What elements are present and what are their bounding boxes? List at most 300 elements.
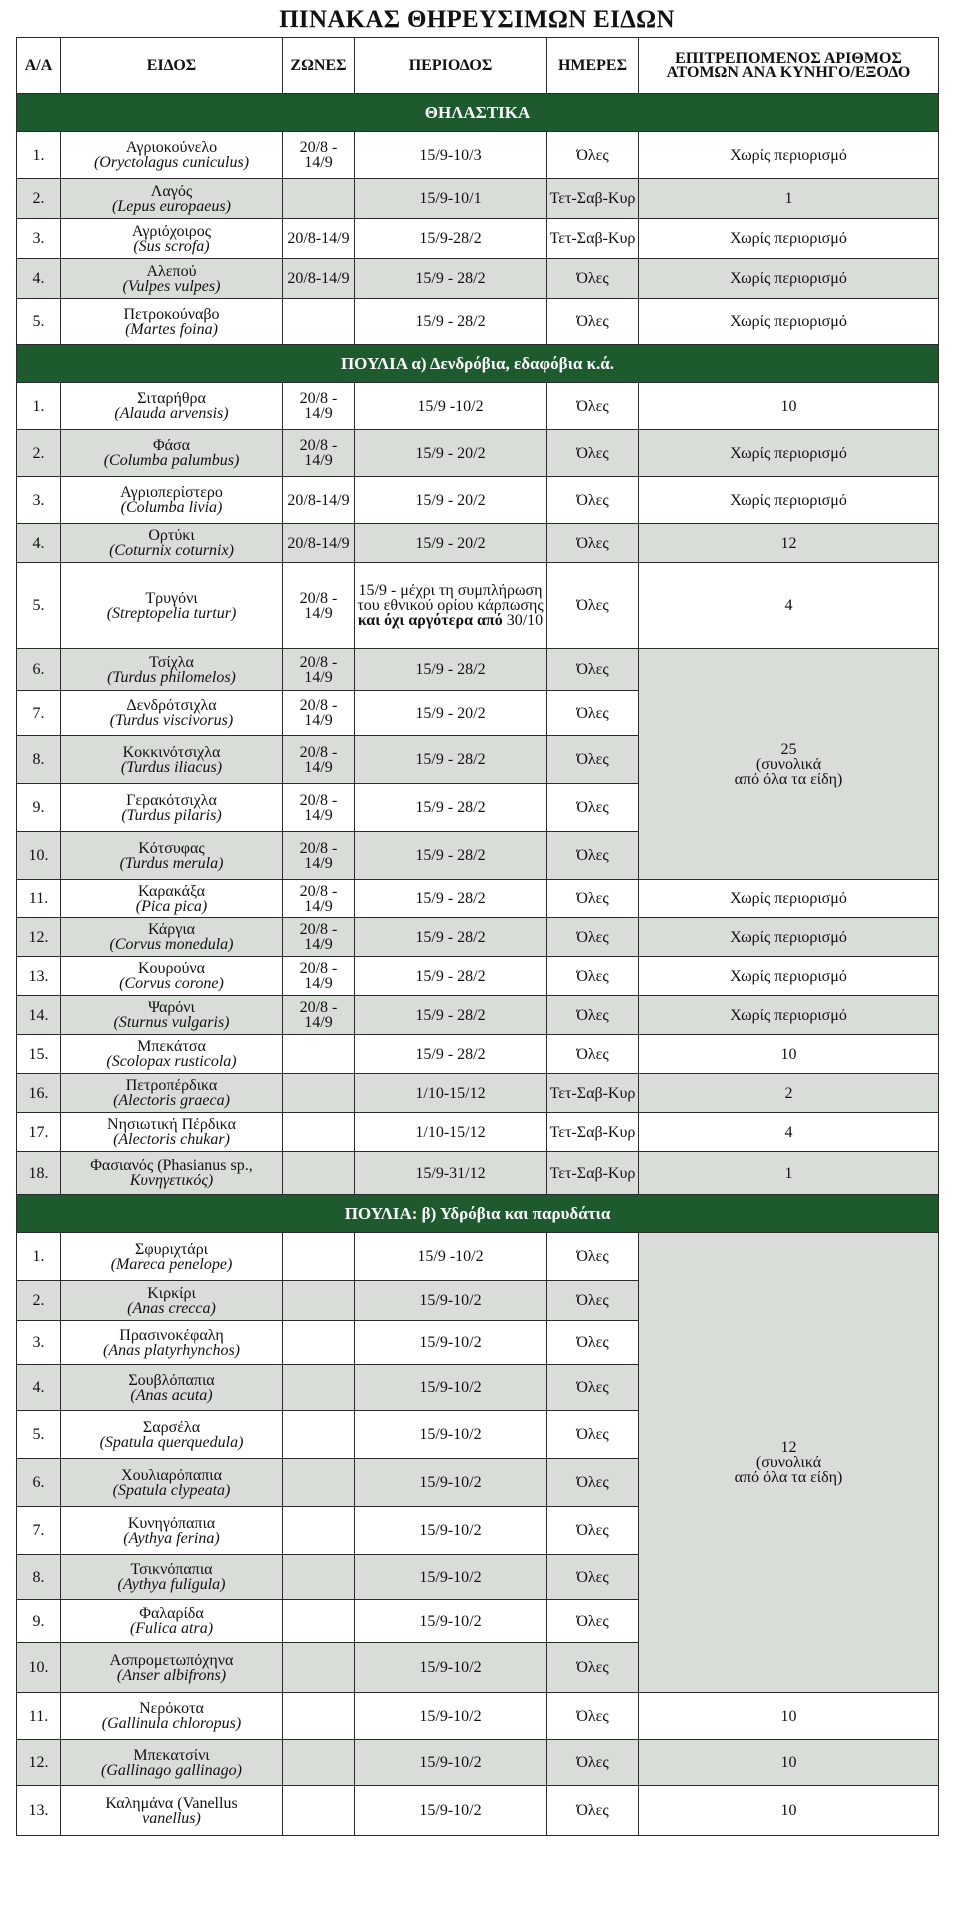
zones-cell: 20/8 - 14/9 bbox=[283, 832, 355, 880]
zones-cell bbox=[283, 1321, 355, 1365]
period-cell: 15/9-10/2 bbox=[355, 1281, 547, 1321]
period-cell: 15/9 - 20/2 bbox=[355, 691, 547, 736]
header-zones: ΖΩΝΕΣ bbox=[283, 38, 355, 94]
period-cell: 15/9-10/3 bbox=[355, 132, 547, 179]
limit-cell: 10 bbox=[639, 1035, 939, 1074]
period-cell: 15/9 -10/2 bbox=[355, 383, 547, 430]
table-row bbox=[17, 1740, 939, 1786]
scientific-name: (Spatula clypeata) bbox=[112, 1481, 231, 1499]
period-cell: 15/9-10/2 bbox=[355, 1555, 547, 1600]
species-cell bbox=[61, 1459, 283, 1507]
species-cell bbox=[61, 918, 283, 957]
table-row bbox=[17, 219, 939, 259]
species-cell bbox=[61, 1507, 283, 1555]
row-number: 1. bbox=[17, 383, 61, 430]
row-number: 3. bbox=[17, 1321, 61, 1365]
common-name: Ορτύκι bbox=[148, 527, 195, 544]
table-row bbox=[17, 880, 939, 918]
table-row bbox=[17, 259, 939, 299]
species-cell bbox=[61, 1740, 283, 1786]
game-species-table bbox=[16, 37, 939, 1836]
limit-cell: Χωρίς περιορισμό bbox=[639, 996, 939, 1035]
species-cell bbox=[61, 219, 283, 259]
common-name: Φασιανός (Phasianus sp., bbox=[90, 1157, 253, 1174]
zones-cell bbox=[283, 1074, 355, 1113]
common-name: Νησιωτική Πέρδικα bbox=[107, 1116, 236, 1133]
row-number: 1. bbox=[17, 132, 61, 179]
period-cell: 15/9 - 28/2 bbox=[355, 918, 547, 957]
scientific-name: (Mareca penelope) bbox=[110, 1255, 233, 1273]
zones-cell bbox=[283, 299, 355, 345]
header-species: ΕΙΔΟΣ bbox=[61, 38, 283, 94]
zones-cell: 20/8 - 14/9 bbox=[283, 691, 355, 736]
common-name: Αγριοπερίστερο bbox=[120, 484, 223, 501]
header-row bbox=[17, 38, 939, 94]
period-cell: 1/10-15/12 bbox=[355, 1074, 547, 1113]
species-cell bbox=[61, 1786, 283, 1836]
common-name: Τρυγόνι bbox=[145, 589, 198, 607]
species-cell bbox=[61, 1411, 283, 1459]
table-row bbox=[17, 477, 939, 524]
limit-cell: Χωρίς περιορισμό bbox=[639, 477, 939, 524]
zones-cell: 20/8 - 14/9 bbox=[283, 430, 355, 477]
scientific-name: (Columba palumbus) bbox=[103, 452, 240, 469]
table-row bbox=[17, 1152, 939, 1195]
table-row bbox=[17, 383, 939, 430]
scientific-name: (Alauda arvensis) bbox=[114, 405, 229, 422]
common-name: Κυνηγόπαπια bbox=[127, 1514, 216, 1532]
scientific-name: (Anas acuta) bbox=[130, 1386, 213, 1404]
common-name: Κουρούνα bbox=[138, 960, 205, 977]
limit-cell: 10 bbox=[639, 1740, 939, 1786]
table-row bbox=[17, 132, 939, 179]
scientific-name: (Corvus corone) bbox=[119, 975, 224, 992]
section-row-mammals bbox=[17, 94, 939, 132]
combined-limit-note: (συνολικά bbox=[755, 755, 822, 773]
zones-cell: 20/8 - 14/9 bbox=[283, 649, 355, 691]
combined-limit-value: 12 bbox=[780, 1439, 797, 1456]
common-name: Τσίχλα bbox=[149, 653, 194, 671]
zones-cell: 20/8 - 14/9 bbox=[283, 880, 355, 918]
common-name: Αγριόχοιρος bbox=[131, 222, 212, 240]
zones-cell: 20/8 - 14/9 bbox=[283, 736, 355, 784]
scientific-name: (Lepus europaeus) bbox=[112, 197, 231, 215]
combined-limit-note: από όλα τα είδη) bbox=[734, 770, 843, 788]
days-cell: Όλες bbox=[547, 477, 639, 524]
row-number: 15. bbox=[17, 1035, 61, 1074]
species-cell bbox=[61, 1035, 283, 1074]
period-end-date: 30/10 bbox=[506, 612, 544, 629]
common-name: Δενδρότσιχλα bbox=[126, 697, 217, 714]
zones-cell bbox=[283, 1365, 355, 1411]
scientific-name: (Anser albifrons) bbox=[116, 1666, 227, 1684]
species-cell bbox=[61, 1113, 283, 1152]
zones-cell: 20/8 - 14/9 bbox=[283, 563, 355, 649]
row-number: 9. bbox=[17, 784, 61, 832]
zones-cell bbox=[283, 1035, 355, 1074]
zones-cell: 20/8 - 14/9 bbox=[283, 132, 355, 179]
common-name: Σιταρήθρα bbox=[137, 390, 206, 407]
scientific-name: (Gallinago gallinago) bbox=[101, 1761, 242, 1779]
period-emphasis: και όχι αργότερα από bbox=[357, 612, 503, 629]
species-cell bbox=[61, 383, 283, 430]
zones-cell bbox=[283, 1555, 355, 1600]
species-cell bbox=[61, 1600, 283, 1643]
header-period: ΠΕΡΙΟΔΟΣ bbox=[355, 38, 547, 94]
zones-cell: 20/8 - 14/9 bbox=[283, 918, 355, 957]
limit-cell: Χωρίς περιορισμό bbox=[639, 957, 939, 996]
common-name: Μπεκατσίνι bbox=[133, 1746, 210, 1764]
days-cell: Όλες bbox=[547, 918, 639, 957]
row-number: 13. bbox=[17, 1786, 61, 1836]
days-cell: Τετ-Σαβ-Κυρ bbox=[547, 1152, 639, 1195]
combined-limit-note: (συνολικά bbox=[755, 1454, 822, 1471]
row-number: 1. bbox=[17, 1233, 61, 1281]
page-title: ΠΙΝΑΚΑΣ ΘΗΡΕΥΣΙΜΩΝ ΕΙΔΩΝ bbox=[279, 6, 675, 33]
days-cell: Όλες bbox=[547, 1643, 639, 1693]
days-cell: Όλες bbox=[547, 1321, 639, 1365]
period-cell: 15/9-31/12 bbox=[355, 1152, 547, 1195]
table-body bbox=[17, 94, 939, 1836]
period-cell: 15/9 - 28/2 bbox=[355, 996, 547, 1035]
scientific-name: (Coturnix coturnix) bbox=[109, 542, 234, 559]
period-cell: 15/9-10/1 bbox=[355, 179, 547, 219]
days-cell: Όλες bbox=[547, 1600, 639, 1643]
common-name: Φαλαρίδα bbox=[139, 1605, 204, 1622]
scientific-name: (Alectoris graeca) bbox=[113, 1092, 230, 1109]
days-cell: Όλες bbox=[547, 1507, 639, 1555]
section-row-birds_a bbox=[17, 345, 939, 383]
limit-cell: Χωρίς περιορισμό bbox=[639, 430, 939, 477]
species-cell bbox=[61, 1693, 283, 1740]
days-cell: Όλες bbox=[547, 736, 639, 784]
species-cell bbox=[61, 132, 283, 179]
row-number: 11. bbox=[17, 880, 61, 918]
days-cell: Τετ-Σαβ-Κυρ bbox=[547, 219, 639, 259]
period-text: 15/9 - μέχρι τη συμπλήρωση του εθνικού ορίου κάρπωσης bbox=[357, 582, 544, 614]
days-cell: Όλες bbox=[547, 1365, 639, 1411]
days-cell: Όλες bbox=[547, 524, 639, 563]
days-cell: Τετ-Σαβ-Κυρ bbox=[547, 1074, 639, 1113]
row-number: 7. bbox=[17, 691, 61, 736]
days-cell: Όλες bbox=[547, 1233, 639, 1281]
limit-cell: Χωρίς περιορισμό bbox=[639, 299, 939, 345]
period-cell: 15/9-28/2 bbox=[355, 219, 547, 259]
common-name: Κιρκίρι bbox=[147, 1284, 196, 1302]
period-cell: 15/9 -10/2 bbox=[355, 1233, 547, 1281]
days-cell: Όλες bbox=[547, 299, 639, 345]
row-number: 5. bbox=[17, 299, 61, 345]
row-number: 4. bbox=[17, 1365, 61, 1411]
zones-cell bbox=[283, 1233, 355, 1281]
zones-cell: 20/8-14/9 bbox=[283, 219, 355, 259]
table-row bbox=[17, 1113, 939, 1152]
days-cell: Όλες bbox=[547, 1281, 639, 1321]
species-cell bbox=[61, 784, 283, 832]
row-number: 18. bbox=[17, 1152, 61, 1195]
common-name: Λαγός bbox=[150, 182, 193, 200]
zones-cell bbox=[283, 1411, 355, 1459]
row-number: 2. bbox=[17, 430, 61, 477]
species-cell bbox=[61, 1643, 283, 1693]
limit-cell: 10 bbox=[639, 1786, 939, 1836]
zones-cell bbox=[283, 179, 355, 219]
species-cell bbox=[61, 1365, 283, 1411]
common-name: Ψαρόνι bbox=[148, 999, 195, 1016]
table-row bbox=[17, 1074, 939, 1113]
days-cell: Όλες bbox=[547, 563, 639, 649]
header-limit: ΕΠΙΤΡΕΠΟΜΕΝΟΣ ΑΡΙΘΜΟΣ ΑΤΟΜΩΝ ΑΝΑ ΚΥΝΗΓΟ/ΕΞΟΔΟ bbox=[639, 38, 939, 94]
scientific-name: vanellus) bbox=[142, 1809, 201, 1827]
row-number: 3. bbox=[17, 477, 61, 524]
zones-cell bbox=[283, 1600, 355, 1643]
common-name: Κοκκινότσιχλα bbox=[122, 743, 221, 761]
zones-cell: 20/8 - 14/9 bbox=[283, 784, 355, 832]
period-cell: 15/9 - 28/2 bbox=[355, 736, 547, 784]
limit-cell: Χωρίς περιορισμό bbox=[639, 132, 939, 179]
scientific-name: (Turdus merula) bbox=[119, 854, 224, 872]
common-name: Κάργια bbox=[147, 921, 196, 938]
period-cell: 15/9-10/2 bbox=[355, 1643, 547, 1693]
species-cell bbox=[61, 524, 283, 563]
period-cell: 15/9 - 20/2 bbox=[355, 430, 547, 477]
table-row bbox=[17, 430, 939, 477]
period-cell: 15/9 - 28/2 bbox=[355, 1035, 547, 1074]
species-cell bbox=[61, 299, 283, 345]
species-cell bbox=[61, 649, 283, 691]
scientific-name: (Fulica atra) bbox=[129, 1620, 214, 1637]
common-name: Ασπρομετωπόχηνα bbox=[109, 1651, 234, 1669]
days-cell: Όλες bbox=[547, 784, 639, 832]
limit-cell: 4 bbox=[639, 1113, 939, 1152]
period-cell: 15/9 - 28/2 bbox=[355, 880, 547, 918]
scientific-name: (Martes foina) bbox=[125, 320, 218, 338]
scientific-name: (Corvus monedula) bbox=[109, 936, 234, 953]
row-number: 6. bbox=[17, 1459, 61, 1507]
row-number: 9. bbox=[17, 1600, 61, 1643]
species-cell bbox=[61, 957, 283, 996]
row-number: 4. bbox=[17, 259, 61, 299]
common-name: Πετροπέρδικα bbox=[125, 1077, 218, 1094]
period-cell: 15/9-10/2 bbox=[355, 1740, 547, 1786]
zones-cell: 20/8-14/9 bbox=[283, 477, 355, 524]
scientific-name: (Spatula querquedula) bbox=[99, 1433, 244, 1451]
species-cell bbox=[61, 1152, 283, 1195]
common-name: Πετροκούναβο bbox=[123, 305, 220, 323]
days-cell: Όλες bbox=[547, 832, 639, 880]
limit-cell: 4 bbox=[639, 563, 939, 649]
table-row bbox=[17, 1786, 939, 1836]
common-name: Σουβλόπαπια bbox=[128, 1371, 215, 1389]
days-cell: Όλες bbox=[547, 996, 639, 1035]
species-cell bbox=[61, 1281, 283, 1321]
table-row bbox=[17, 179, 939, 219]
period-cell: 15/9 - 28/2 bbox=[355, 649, 547, 691]
zones-cell bbox=[283, 1152, 355, 1195]
common-name: Γερακότσιχλα bbox=[126, 791, 217, 809]
zones-cell: 20/8 - 14/9 bbox=[283, 957, 355, 996]
period-cell: 15/9-10/2 bbox=[355, 1600, 547, 1643]
days-cell: Όλες bbox=[547, 1035, 639, 1074]
row-number: 5. bbox=[17, 1411, 61, 1459]
row-number: 6. bbox=[17, 649, 61, 691]
zones-cell bbox=[283, 1459, 355, 1507]
days-cell: Όλες bbox=[547, 259, 639, 299]
scientific-name: (Anas crecca) bbox=[127, 1299, 216, 1317]
limit-cell: 10 bbox=[639, 383, 939, 430]
days-cell: Τετ-Σαβ-Κυρ bbox=[547, 1113, 639, 1152]
period-cell: 15/9-10/2 bbox=[355, 1365, 547, 1411]
zones-cell: 20/8-14/9 bbox=[283, 524, 355, 563]
days-cell: Όλες bbox=[547, 1411, 639, 1459]
zones-cell bbox=[283, 1786, 355, 1836]
row-number: 12. bbox=[17, 1740, 61, 1786]
scientific-name: (Alectoris chukar) bbox=[113, 1131, 230, 1148]
species-cell bbox=[61, 430, 283, 477]
scientific-name: (Anas platyrhynchos) bbox=[102, 1341, 240, 1359]
period-cell: 15/9-10/2 bbox=[355, 1786, 547, 1836]
section-title: ΠΟΥΛΙΑ: β) Υδρόβια και παρυδάτια bbox=[17, 1195, 939, 1233]
table-row bbox=[17, 649, 939, 691]
section-row-birds_b bbox=[17, 1195, 939, 1233]
scientific-name: Κυνηγετικός) bbox=[129, 1172, 214, 1189]
days-cell: Όλες bbox=[547, 691, 639, 736]
period-cell: 15/9 - 20/2 bbox=[355, 524, 547, 563]
header-aa: Α/Α bbox=[17, 38, 61, 94]
days-cell: Όλες bbox=[547, 880, 639, 918]
combined-limit-note: από όλα τα είδη) bbox=[734, 1469, 843, 1486]
period-cell: 15/9-10/2 bbox=[355, 1321, 547, 1365]
row-number: 3. bbox=[17, 219, 61, 259]
row-number: 7. bbox=[17, 1507, 61, 1555]
species-cell bbox=[61, 736, 283, 784]
zones-cell bbox=[283, 1507, 355, 1555]
row-number: 2. bbox=[17, 179, 61, 219]
scientific-name: (Turdus viscivorus) bbox=[109, 712, 234, 729]
table-row bbox=[17, 918, 939, 957]
table-row bbox=[17, 1693, 939, 1740]
species-cell bbox=[61, 179, 283, 219]
zones-cell: 20/8-14/9 bbox=[283, 259, 355, 299]
days-cell: Όλες bbox=[547, 1555, 639, 1600]
days-cell: Όλες bbox=[547, 649, 639, 691]
days-cell: Όλες bbox=[547, 1693, 639, 1740]
species-cell bbox=[61, 996, 283, 1035]
zones-cell bbox=[283, 1740, 355, 1786]
common-name: Μπεκάτσα bbox=[137, 1038, 206, 1055]
scientific-name: (Turdus pilaris) bbox=[121, 806, 222, 824]
table-row bbox=[17, 563, 939, 649]
row-number: 2. bbox=[17, 1281, 61, 1321]
limit-cell: Χωρίς περιορισμό bbox=[639, 918, 939, 957]
period-cell: 15/9-10/2 bbox=[355, 1693, 547, 1740]
scientific-name: (Aythya ferina) bbox=[123, 1529, 220, 1547]
species-cell bbox=[61, 563, 283, 649]
species-cell bbox=[61, 1233, 283, 1281]
row-number: 11. bbox=[17, 1693, 61, 1740]
zones-cell bbox=[283, 1113, 355, 1152]
scientific-name: (Sus scrofa) bbox=[133, 237, 210, 255]
section-title: ΘΗΛΑΣΤΙΚΑ bbox=[17, 94, 939, 132]
limit-cell: 12 bbox=[639, 524, 939, 563]
period-cell: 15/9 - 28/2 bbox=[355, 832, 547, 880]
days-cell: Όλες bbox=[547, 957, 639, 996]
days-cell: Τετ-Σαβ-Κυρ bbox=[547, 179, 639, 219]
period-cell: 15/9-10/2 bbox=[355, 1507, 547, 1555]
common-name: Κότσυφας bbox=[138, 839, 205, 857]
species-cell bbox=[61, 477, 283, 524]
species-cell bbox=[61, 880, 283, 918]
common-name: Τσικνόπαπια bbox=[130, 1561, 213, 1578]
days-cell: Όλες bbox=[547, 1459, 639, 1507]
species-cell bbox=[61, 691, 283, 736]
species-cell bbox=[61, 832, 283, 880]
zones-cell: 20/8 - 14/9 bbox=[283, 996, 355, 1035]
common-name: Αγριοκούνελο bbox=[125, 139, 218, 156]
scientific-name: (Pica pica) bbox=[135, 897, 208, 915]
limit-cell: 10 bbox=[639, 1693, 939, 1740]
section-title: ΠΟΥΛΙΑ α) Δενδρόβια, εδαφόβια κ.ά. bbox=[17, 345, 939, 383]
row-number: 17. bbox=[17, 1113, 61, 1152]
table-row bbox=[17, 1233, 939, 1281]
zones-cell: 20/8 - 14/9 bbox=[283, 383, 355, 430]
period-cell: 1/10-15/12 bbox=[355, 1113, 547, 1152]
scientific-name: (Oryctolagus cuniculus) bbox=[93, 154, 250, 171]
species-cell bbox=[61, 1555, 283, 1600]
row-number: 10. bbox=[17, 832, 61, 880]
period-cell: 15/9-10/2 bbox=[355, 1411, 547, 1459]
row-number: 14. bbox=[17, 996, 61, 1035]
scientific-name: (Columba livia) bbox=[120, 499, 223, 516]
common-name: Χουλιαρόπαπια bbox=[121, 1466, 222, 1484]
zones-cell bbox=[283, 1281, 355, 1321]
common-name: Καλημάνα (Vanellus bbox=[105, 1794, 238, 1812]
limit-cell: Χωρίς περιορισμό bbox=[639, 880, 939, 918]
period-cell: 15/9 - 28/2 bbox=[355, 259, 547, 299]
common-name: Αλεπού bbox=[146, 262, 197, 280]
scientific-name: (Vulpes vulpes) bbox=[122, 277, 221, 295]
common-name: Καρακάξα bbox=[138, 882, 205, 900]
combined-limit-value: 25 bbox=[780, 740, 797, 758]
row-number: 8. bbox=[17, 736, 61, 784]
period-cell: 15/9-10/2 bbox=[355, 1459, 547, 1507]
limit-cell: 1 bbox=[639, 179, 939, 219]
limit-cell: Χωρίς περιορισμό bbox=[639, 219, 939, 259]
combined-limit-cell bbox=[639, 649, 939, 880]
common-name: Νερόκοτα bbox=[139, 1700, 204, 1717]
row-number: 16. bbox=[17, 1074, 61, 1113]
scientific-name: (Sturnus vulgaris) bbox=[113, 1014, 230, 1031]
scientific-name: (Streptopelia turtur) bbox=[106, 604, 237, 622]
common-name: Φάσα bbox=[152, 437, 191, 454]
row-number: 5. bbox=[17, 563, 61, 649]
header-days: ΗΜΕΡΕΣ bbox=[547, 38, 639, 94]
scientific-name: (Gallinula chloropus) bbox=[101, 1715, 242, 1732]
row-number: 4. bbox=[17, 524, 61, 563]
table-row bbox=[17, 957, 939, 996]
days-cell: Όλες bbox=[547, 1786, 639, 1836]
scientific-name: (Aythya fuligula) bbox=[117, 1576, 226, 1593]
days-cell: Όλες bbox=[547, 132, 639, 179]
table-row bbox=[17, 524, 939, 563]
table-row bbox=[17, 299, 939, 345]
scientific-name: (Scolopax rusticola) bbox=[106, 1053, 237, 1070]
combined-limit-cell bbox=[639, 1233, 939, 1693]
table-row bbox=[17, 996, 939, 1035]
period-cell: 15/9 - 28/2 bbox=[355, 784, 547, 832]
row-number: 12. bbox=[17, 918, 61, 957]
limit-cell: 1 bbox=[639, 1152, 939, 1195]
